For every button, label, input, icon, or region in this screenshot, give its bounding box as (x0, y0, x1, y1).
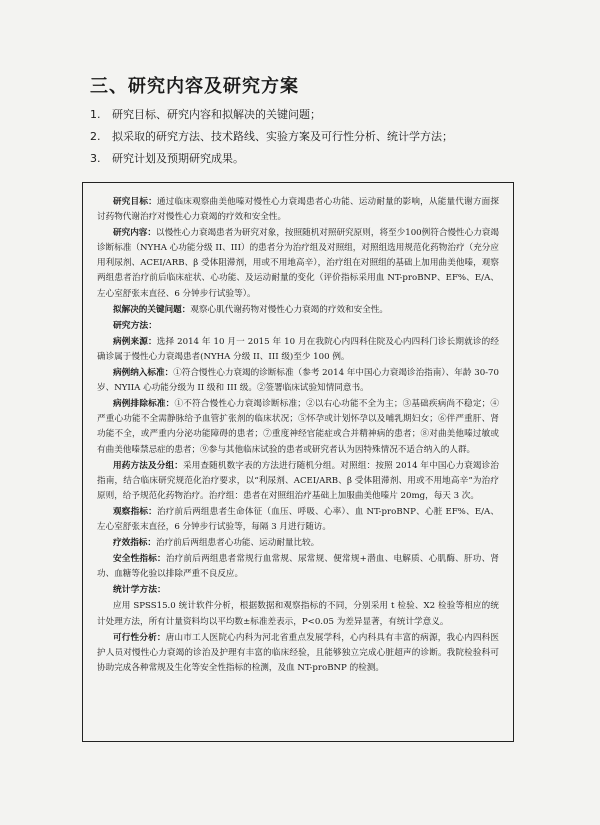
efficacy-paragraph (97, 536, 499, 551)
observation-label: 观察指标： (113, 506, 157, 517)
outline-number: 3. (90, 152, 101, 165)
objective-label: 研究目标： (113, 197, 157, 207)
efficacy-text: 治疗前后两组患者心功能、运动耐量比较。 (155, 538, 320, 549)
objective-text: 通过临床观察曲美他嗪对慢性心力衰竭患者心功能、运动耐量的影响，从能量代谢方面探讨药物代谢治疗对慢性心力衰竭的疗效和安全性。 (97, 197, 499, 223)
source-text: 选择 2014 年 10 月一 2015 年 10 月在我院心内四科住院及心内四科门诊长期就诊的经确诊属于慢性心力衰竭患者(NYHA 分级 II、III 级)至少 100 例。 (97, 336, 499, 362)
research-plan-box (82, 182, 514, 742)
grouping-label: 用药方法及分组： (113, 460, 183, 471)
grouping-paragraph (97, 459, 499, 504)
feasibility-label: 可行性分析： (113, 632, 166, 643)
source-label: 病例来源： (113, 336, 157, 347)
key-problem-label: 拟解决的关键问题： (113, 304, 191, 315)
outline-list (90, 104, 530, 170)
exclusion-text: ①不符合慢性心力衰竭诊断标准；②以右心功能不全为主；③基础疾病尚不稳定；④严重心功能不全需静脉给予血管扩张剂的临床状况；⑤怀孕或计划怀孕以及哺乳期妇女；⑥伴严重肝、肾功能不全，或严重内分泌功能障碍的患者；⑦重度神经官能症或合并精神病的患者；⑧对曲美他嗪过敏或有曲美他嗪禁忌症的患者；⑨参与其他临床试验的患者或研究者认为因特殊情况不适合纳入的人群。 (97, 399, 499, 455)
key-problem-text: 观察心肌代谢药物对慢性心力衰竭的疗效和安全性。 (190, 304, 389, 315)
content-text: 以慢性心力衰竭患者为研究对象，按照随机对照研究原则，将至少100例符合慢性心力衰竭诊断标准（NYHA 心功能分级 II、III）的患者分为治疗组及对照组，对照组选用规范化药物治疗（充分应用利尿剂、ACEI/ARB、β 受体阻滞剂，用或不用地高辛），治疗组在对照组的基础上加用曲美他嗪，观察两组患者治疗前后临床症状、心功能、及运动耐量的变化（评价指标采用血 NT-proBNP、EF%、E/A、左心室舒张末直径、6 分钟步行试验等）。 (97, 228, 499, 299)
safety-text: 治疗前后两组患者常规行血常规、尿常规、便常规+潜血、电解质、心肌酶、肝功、肾功、血糖等化验以排除严重不良反应。 (97, 554, 499, 580)
feasibility-text: 唐山市工人医院心内科为河北省重点发展学科，心内科具有丰富的病源，我心内四科医护人员对慢性心力衰竭的诊治及护理有丰富的临床经验，且能够独立完成心脏超声的诊断。我院检验科可协助完成各种常规及生化等安全性指标的检测，及血 NT-proBNP 的检测。 (97, 632, 499, 673)
outline-number: 2. (90, 130, 101, 143)
outline-item (90, 148, 530, 170)
exclusion-paragraph (97, 397, 499, 457)
observation-paragraph (97, 505, 499, 535)
observation-text: 治疗前后两组患者生命体征（血压、呼吸、心率）、血 NT-proBNP、心脏 EF%、E/A、左心室舒张末直径，6 分钟步行试验等，每隔 3 月进行随访。 (97, 506, 499, 532)
content-paragraph (97, 226, 499, 301)
safety-paragraph (97, 552, 499, 582)
outline-item (90, 126, 530, 148)
outline-item (90, 104, 530, 126)
safety-label: 安全性指标： (113, 554, 166, 565)
source-paragraph (97, 335, 499, 365)
efficacy-label: 疗效指标： (113, 538, 156, 549)
outline-number: 1. (90, 108, 101, 121)
grouping-text: 采用查随机数字表的方法进行随机分组。对照组：按照 2014 年中国心力衰竭诊治指南，结合临床研究规范化治疗要求，以“利尿剂、ACEI/ARB、β 受体阻滞剂、用或不用地高辛”为治疗原则，给予规范化药物治疗。治疗组：患者在对照组治疗基础上加服曲美他嗪片 20mg，每天 3 次。 (97, 460, 499, 501)
stats-paragraph: 应用 SPSS15.0 统计软件分析，根据数据和观察指标的不同，分别采用 t 检验、X2 检验等相应的统计处理方法，所有计量资料均以平均数±标准差表示，P<0.05 为差异显著，有统计学意义。 (97, 601, 499, 627)
outline-text: 拟采取的研究方法、技术路线、实验方案及可行性分析、统计学方法； (112, 130, 453, 143)
key-problem-paragraph (97, 303, 499, 318)
outline-text: 研究目标、研究内容和拟解决的关键问题； (112, 108, 321, 121)
stats-heading: 统计学方法： (113, 585, 166, 596)
feasibility-paragraph (97, 631, 499, 676)
section-title: 三、研究内容及研究方案 (90, 76, 299, 97)
outline-text: 研究计划及预期研究成果。 (112, 152, 244, 165)
methods-heading: 研究方法： (113, 320, 157, 331)
exclusion-label: 病例排除标准： (113, 399, 175, 410)
inclusion-paragraph (97, 366, 499, 396)
inclusion-label: 病例纳入标准： (113, 368, 174, 379)
objective-paragraph (97, 195, 499, 225)
content-label: 研究内容： (113, 228, 156, 239)
inclusion-text: ①符合慢性心力衰竭的诊断标准（参考 2014 年中国心力衰竭诊治指南）、年龄 30-70 岁、NYIIA 心功能分级为 II 级和 III 级。②签署临床试验知情同意书。 (97, 368, 499, 394)
